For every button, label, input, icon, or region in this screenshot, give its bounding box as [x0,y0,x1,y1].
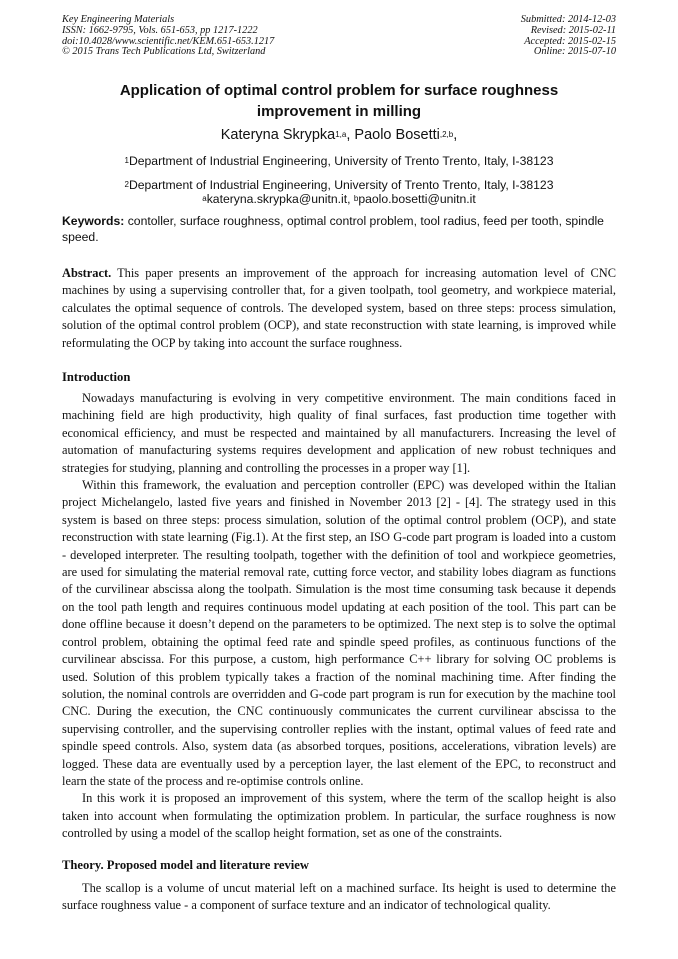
date-accepted: Accepted: 2015-02-15 [524,35,616,47]
author-affiliation-mark: 1,a [335,130,347,139]
date-submitted: Submitted: 2014-12-03 [520,14,616,25]
author-trailing-comma: , [453,127,458,143]
affiliation-mark: 1 [124,156,129,165]
abstract [62,265,616,352]
abstract-text: This paper presents an improvement of the approach for increasing automation level of CNC machines by using a supervising controller that, for a given toolpath, tool geometry, and workpiece material, calculates the optimal sequence of controls. The developed system, based on three steps: process simulation, solution of the optimal control problem (OCP), and state reconstruction with state learning, is improved while reformulating the OCP by taking into account the surface roughness. [62,266,616,350]
abstract-label: Abstract. [62,266,112,280]
affiliation-text: Department of Industrial Engineering, University of Trento Trento, Italy, I-38123 [128,178,554,192]
author-separator: , [346,127,355,143]
date-revised: Revised: 2015-02-11 [530,24,616,36]
paragraph: Nowadays manufacturing is evolving in very competitive environment. The main conditions faced in machining field are high productivity, high quality of final surfaces, fast production time together with economical efficiency, and must be respected and maintained by all manufacturers. Increasing the level of automation of manufacturing systems requires development and application of new robust techniques and strategies for studying, planning and controlling the processes in a proper way [1]. [62,391,616,475]
email-address: paolo.bosetti@unitn.it [358,192,476,206]
affiliation-1 [62,154,616,168]
keywords-label: Keywords: [62,214,125,228]
publication-dates [521,15,616,58]
paragraph: In this work it is proposed an improvement of this system, where the term of the scallop height is also taken into account when formulating the optimization problem. In particular, the surface roughness is now controlled by using a model of the scallop height formation, set as one of the constraints. [62,791,616,841]
affiliation-text: Department of Industrial Engineering, University of Trento Trento, Italy, I-38123 [128,154,554,168]
journal-issn: ISSN: 1662-9795, Vols. 651-653, pp 1217-1222 [62,24,258,36]
email-address: kateryna.skrypka@unitn.it, [206,192,354,206]
journal-info [62,15,274,58]
introduction-body [62,390,616,843]
theory-body [62,880,616,915]
author-name: Paolo Bosetti [354,127,440,143]
author-name: Kateryna Skrypka [220,127,336,143]
author-affiliation-mark: ,2,b [439,130,454,139]
affiliation-2 [62,178,616,192]
section-heading-theory: Theory. Proposed model and literature review [62,858,309,872]
keywords [62,213,616,245]
paper-title [62,80,616,122]
email-mark: a [202,194,207,203]
paragraph: Within this framework, the evaluation and perception controller (EPC) was developed within the Italian project Michelangelo, lasted five years and finished in November 2013 [2] - [4]. The strategy used in this system is based on three steps: process simulation, solution of the optimal control problem (OCP), and state reconstruction with state learning (Fig.1). At the first step, an ISO G-code part program is loaded into a custom - developed interpreter. The resulting toolpath, together with the definition of tool and workpiece geometries, are used for simulating the material removal rate, cutting force vector, and stability lobes diagram as functions of the curvilinear abscissa along the toolpath. Simulation is the most time consuming task because it depends on the tool path length and requires continuous model updating at each position of the tool. This part can be done offline because it doesn’t depend on the parameters to be optimized. The next step is to solve the optimal control problem, obtaining the optimal feed rate and spindle speed profiles, as continuous functions of the curvilinear abscissa. For this purpose, a custom, high performance C++ library for solving OC problems is used. Solution of this problem typically takes a fraction of the nominal machining time. After finding the solution, the nominal controls are overridden and G-code part program is run for execution by the machine tool CNC. During the execution, the CNC continuously communicates the current curvilinear abscissa to the supervising controller, and the supervising controller replies with the instant, optimal values of feed rate and spindle speed controls. Also, system data (as absorbed torques, positions, accelerations, vibration levels) are logged. These data are eventually used by a perception layer, the last element of the EPC, to reconstruct and learn the state of the process and re-optimise controls online. [62,478,616,788]
author-list [62,126,616,144]
paragraph: The scallop is a volume of uncut material left on a machined surface. Its height is used to determine the surface roughness value - a component of surface texture and an indicator of technological quality. [62,881,616,913]
author-emails [62,192,616,206]
keywords-text: contoller, surface roughness, optimal control problem, tool radius, feed per tooth, spindle speed. [62,214,604,244]
section-heading-introduction: Introduction [62,370,131,384]
title-line-1: Application of optimal control problem for surface roughness [119,82,559,99]
journal-doi: doi:10.4028/www.scientific.net/KEM.651-653.1217 [62,35,275,47]
journal-copyright: © 2015 Trans Tech Publications Ltd, Switzerland [62,46,266,58]
title-line-2: improvement in milling [256,103,422,120]
affiliation-mark: 2 [124,180,129,189]
date-online: Online: 2015-07-10 [533,46,616,58]
journal-name: Key Engineering Materials [62,14,175,25]
email-mark: b [353,194,359,203]
